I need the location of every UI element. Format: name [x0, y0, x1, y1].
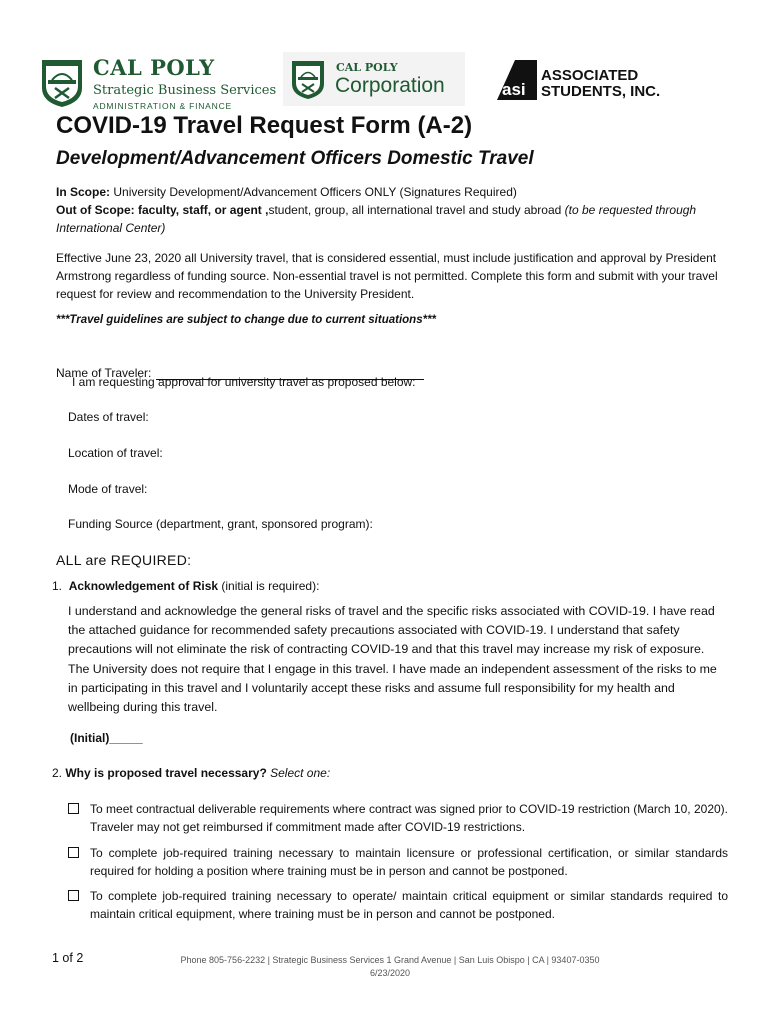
guidelines-note: ***Travel guidelines are subject to change due to current situations***	[56, 314, 437, 326]
request-statement: I am requesting approval for university travel as proposed below:	[72, 375, 416, 389]
reason-option-text: To complete job-required training necessary to operate/ maintain critical equipment or similar standards required to maintain critical equipment, where training must be in person and cannot be postponed.	[90, 889, 728, 921]
asi-wordmark	[541, 68, 660, 100]
corporation-wordmark-top: CAL POLY	[336, 61, 398, 74]
page-number: 1 of 2	[52, 951, 84, 965]
reason-option-equipment-training	[68, 887, 728, 923]
question-1-heading	[52, 579, 319, 593]
reason-option-contractual	[68, 800, 728, 836]
footer-contact-line: Phone 805-756-2232 | Strategic Business Services 1 Grand Avenue | San Luis Obispo | CA | 93407-0350	[180, 955, 600, 965]
reason-checkbox[interactable]	[68, 847, 79, 858]
question-2-label: Why is proposed travel necessary?	[65, 766, 267, 780]
in-scope-label: In Scope:	[56, 185, 111, 199]
reason-checkbox[interactable]	[68, 803, 79, 814]
in-scope-line	[56, 183, 716, 201]
initial-field[interactable]	[70, 731, 143, 745]
cal-poly-sbs-logo	[40, 55, 277, 113]
initial-label: (Initial)	[70, 731, 110, 745]
dates-of-travel-label: Dates of travel:	[68, 410, 149, 424]
asi-mark-icon	[495, 58, 539, 102]
question-1-label: Acknowledgement of Risk	[68, 579, 219, 593]
asi-logo	[495, 58, 695, 104]
reason-checkbox[interactable]	[68, 890, 79, 901]
question-1-hint: (initial is required):	[218, 579, 320, 593]
funding-source-label: Funding Source (department, grant, sponsored program):	[68, 517, 373, 531]
cal-poly-seal-icon	[40, 58, 84, 108]
form-title: COVID-19 Travel Request Form (A-2)	[56, 112, 473, 139]
mode-of-travel-label: Mode of travel:	[68, 482, 148, 496]
reason-option-text: To meet contractual deliverable requirements where contract was signed prior to COVID-19 restriction (March 10, 2020). Traveler may not get reimbursed if commitment made after COVID-19 restrictions.	[90, 802, 728, 834]
out-of-scope-label: Out of Scope: faculty, staff, or agent ,	[56, 203, 269, 217]
all-required-heading: ALL are REQUIRED:	[56, 552, 192, 568]
out-of-scope-note: (to be requested through International Center)	[56, 203, 697, 235]
footer-contact	[160, 954, 620, 980]
corporation-wordmark-bottom: Corporation	[335, 74, 445, 97]
question-2-hint: Select one:	[266, 766, 331, 780]
question-2-number: 2.	[52, 766, 63, 780]
cal-poly-corporation-logo	[283, 52, 465, 106]
name-of-traveler-label: Name of Traveler:	[56, 366, 152, 380]
header-logos	[40, 50, 740, 112]
cal-poly-wordmark: CAL POLY	[93, 55, 215, 80]
location-of-travel-label: Location of travel:	[68, 446, 163, 460]
initial-blank: _____	[109, 731, 143, 745]
sbs-department-name: Strategic Business Services	[93, 83, 277, 98]
scope-section	[56, 183, 716, 237]
out-of-scope-line	[56, 201, 716, 237]
reason-option-text: To complete job-required training necessary to maintain licensure or professional certification, or similar standards required for holding a position where training must be in person and cannot be postponed.	[90, 846, 728, 878]
asi-line-1: ASSOCIATED	[541, 67, 639, 84]
out-of-scope-text: student, group, all international travel and study abroad	[268, 203, 565, 217]
reason-option-licensure-training	[68, 844, 728, 880]
asi-line-2: STUDENTS, INC.	[541, 83, 661, 100]
acknowledgement-of-risk-text: I understand and acknowledge the general risks of travel and the specific risks associated with COVID-19. I have read the attached guidance for recommended safety precautions associated with COVID-19. I understand that safety precautions will not eliminate the risk of contracting COVID-19 and that this travel may increase my risk of exposure. The University does not require that I engage in this travel. I have made an independent assessment of the risks to me in participating in this travel and I voluntarily accept these risks and assume full responsibility for my health and wellbeing during this travel.	[68, 604, 717, 715]
in-scope-text: University Development/Advancement Officers ONLY (Signatures Required)	[110, 185, 517, 199]
footer-date: 6/23/2020	[369, 968, 411, 978]
admin-finance-division: ADMINISTRATION & FINANCE	[93, 101, 232, 111]
form-subtitle: Development/Advancement Officers Domestic Travel	[56, 148, 534, 169]
corporation-seal-icon	[291, 60, 325, 100]
question-2-heading	[52, 766, 330, 780]
effective-date-paragraph: Effective June 23, 2020 all University travel, that is considered essential, must include justification and approval by President Armstrong regardless of funding source. Non-essential travel is not permitted. Complete this form and submit with your travel request for review and recommendation to the University President.	[56, 251, 718, 301]
question-1-number: 1.	[52, 579, 63, 593]
svg-text:asi: asi	[502, 80, 526, 99]
